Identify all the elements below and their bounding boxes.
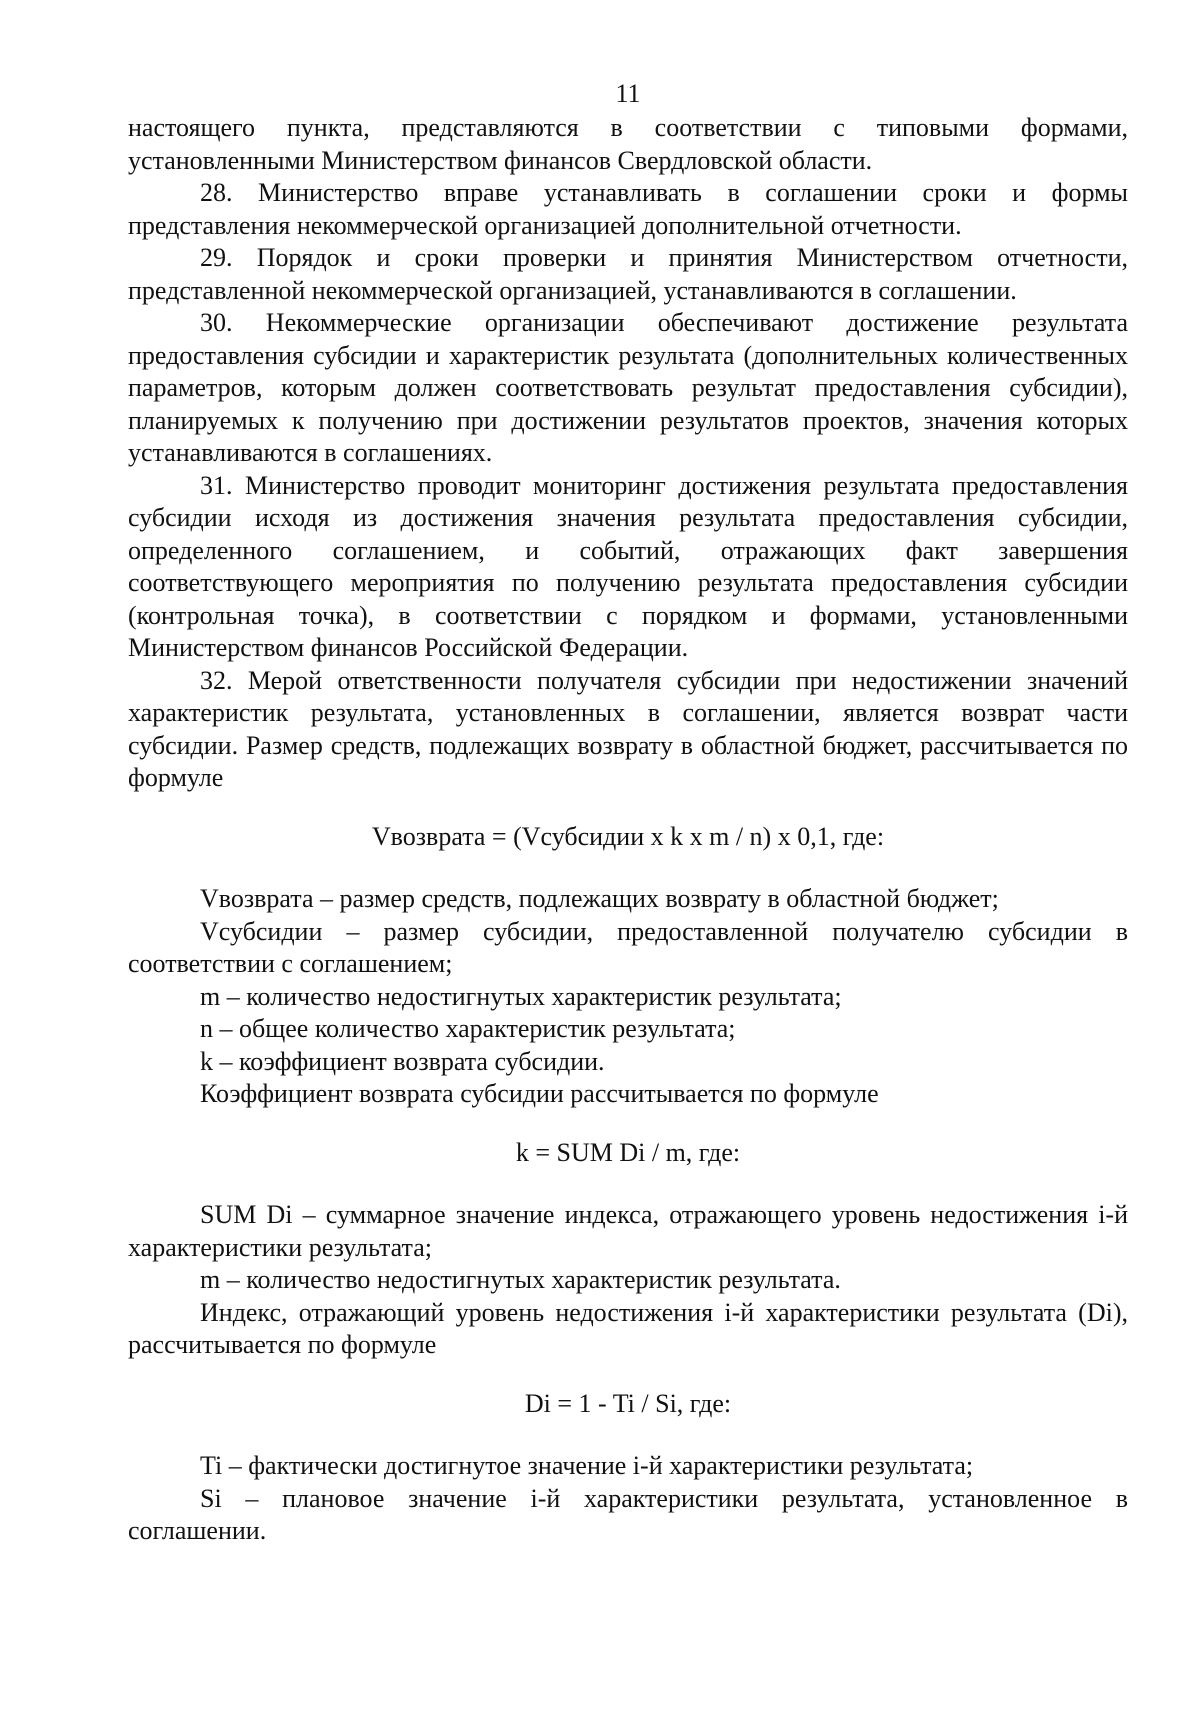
paragraph-28: 28. Министерство вправе устанавливать в соглашении сроки и формы представления некоммерческой организацией дополнительной отчетности.	[128, 178, 1128, 240]
paragraph-30: 30. Некоммерческие организации обеспечивают достижение результата предоставления субсидии и характеристик результата (дополнительных количественных параметров, которым должен соответствовать результат предоставления субсидии), планируемых к получению при достижении результатов проектов, значения которых устанавливаются в соглашениях.	[128, 308, 1128, 467]
definition-v-subsidy: Vсубсидии – размер субсидии, предоставленной получателю субсидии в соответствии с соглашением;	[128, 916, 1128, 978]
formula-coefficient: k = SUM Di / m, где:	[515, 1137, 741, 1167]
definition-v-refund: Vвозврата – размер средств, подлежащих возврату в областной бюджет;	[200, 884, 999, 913]
paragraph-31: 31. Министерство проводит мониторинг достижения результата предоставления субсидии исходя из достижения значения результата предоставления субсидии, определенного соглашением, и событий, отражающих факт завершения соответствующего мероприятия по получению результата предоставления субсидии (контрольная точка), в соответствии с порядком и формами, установленными Министерством финансов Российской Федерации.	[128, 470, 1128, 662]
definition-m: m – количество недостигнутых характеристик результата;	[200, 981, 842, 1011]
formula-refund-amount: Vвозврата = (Vсубсидии x k x m / n) x 0,1, где:	[371, 821, 885, 851]
paragraph-29: 29. Порядок и сроки проверки и принятия Министерством отчетности, представленной некоммерческой организацией, устанавливаются в соглашении.	[128, 243, 1128, 305]
definition-n: n – общее количество характеристик результата;	[200, 1014, 736, 1043]
paragraph-continuation: настоящего пункта, представляются в соответствии с типовыми формами, установленными Министерством финансов Свердловской области.	[128, 113, 1128, 175]
index-intro: Индекс, отражающий уровень недостижения i-й характеристики результата (Di), рассчитывается по формуле	[128, 1297, 1128, 1359]
document-page	[128, 76, 1128, 1548]
definition-k: k – коэффициент возврата субсидии.	[200, 1046, 605, 1076]
formula-index: Di = 1 - Ti / Si, где:	[524, 1388, 732, 1418]
coefficient-intro: Коэффициент возврата субсидии рассчитывается по формуле	[200, 1079, 879, 1108]
definition-si: Si – плановое значение i-й характеристики результата, установленное в соглашении.	[128, 1483, 1128, 1545]
definition-sum-di: SUM Di – суммарное значение индекса, отражающего уровень недостижения i-й характеристики результата;	[128, 1200, 1128, 1262]
definition-ti: Ti – фактически достигнутое значение i-й характеристики результата;	[200, 1451, 974, 1480]
paragraph-32: 32. Мерой ответственности получателя субсидии при недостижении значений характеристик результата, установленных в соглашении, является возврат части субсидии. Размер средств, подлежащих возврату в областной бюджет, рассчитывается по формуле	[128, 665, 1128, 792]
page-number: 11	[615, 79, 641, 108]
definition-m-2: m – количество недостигнутых характеристик результата.	[200, 1265, 841, 1294]
